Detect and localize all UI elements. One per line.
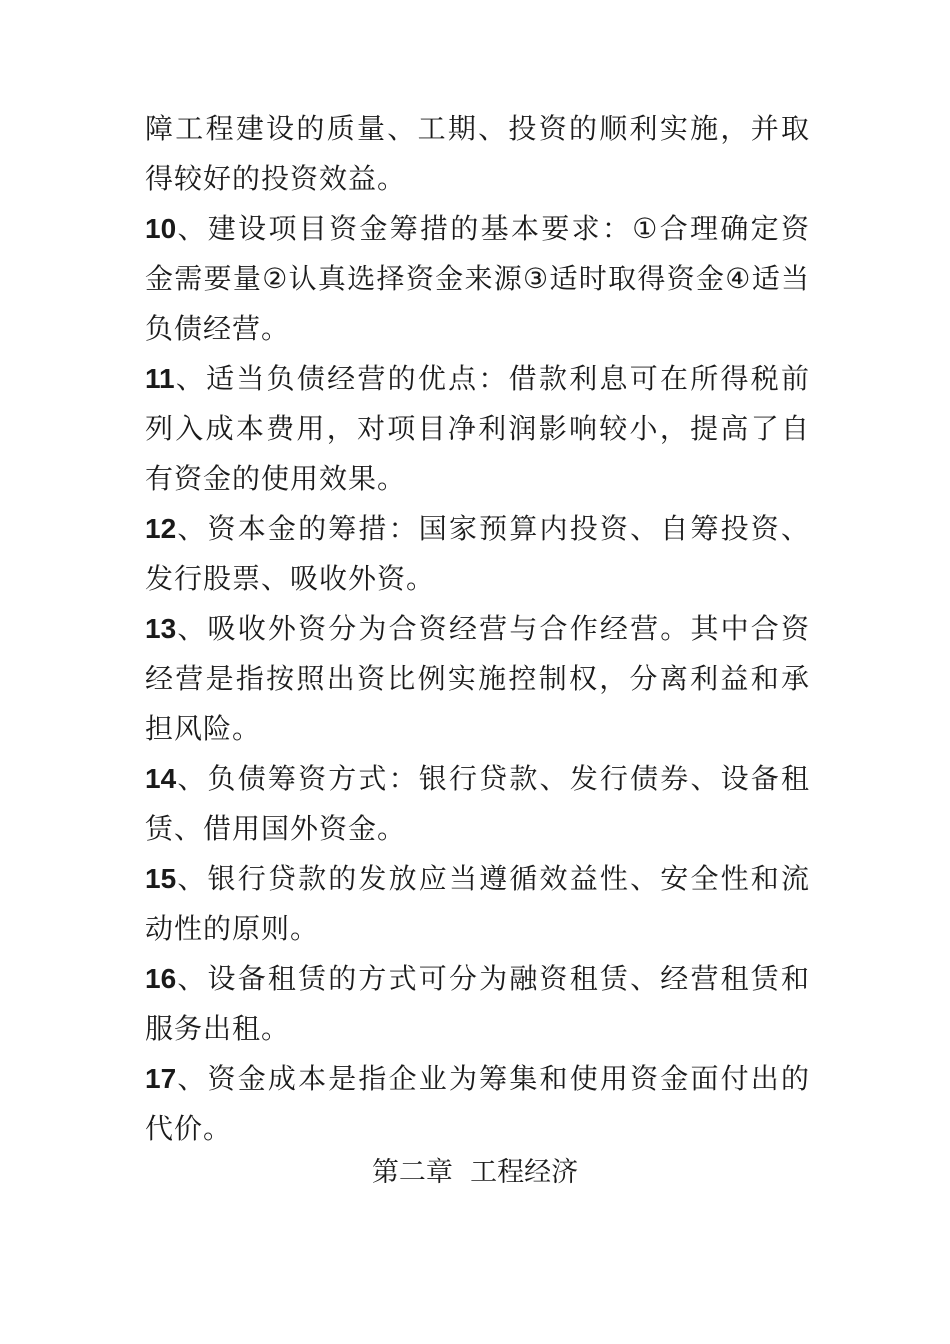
- item-number: 12: [145, 513, 177, 544]
- item-number: 17: [145, 1063, 177, 1094]
- item-text: 障工程建设的质量、工期、投资的顺利实施，并取得较好的投资效益。: [145, 112, 810, 195]
- list-item-14: [145, 754, 810, 854]
- list-item-11: [145, 354, 810, 504]
- item-text: 、吸收外资分为合资经营与合作经营。其中合资经营是指按照出资比例实施控制权，分离利益和承担风险。: [145, 612, 810, 745]
- item-text: 、适当负债经营的优点：借款利息可在所得税前列入成本费用，对项目净利润影响较小，提高了自有资金的使用效果。: [145, 362, 810, 495]
- list-item-13: [145, 604, 810, 754]
- item-number: 13: [145, 613, 177, 644]
- item-text: 、设备租赁的方式可分为融资租赁、经营租赁和服务出租。: [145, 962, 810, 1045]
- list-item-16: [145, 954, 810, 1054]
- item-number: 14: [145, 763, 177, 794]
- list-item-10: [145, 204, 810, 354]
- item-number: 10: [145, 213, 177, 244]
- item-text: 、建设项目资金筹措的基本要求：①合理确定资金需要量②认真选择资金来源③适时取得资金④适当负债经营。: [145, 212, 810, 345]
- item-number: 15: [145, 863, 177, 894]
- paragraph-continuation: [145, 104, 810, 204]
- item-text: 、资本金的筹措：国家预算内投资、自筹投资、发行股票、吸收外资。: [145, 512, 810, 595]
- item-text: 、资金成本是指企业为筹集和使用资金面付出的代价。: [145, 1062, 810, 1145]
- document-body: [145, 104, 810, 1154]
- chapter-heading: 第二章 工程经济: [371, 1157, 579, 1188]
- list-item-15: [145, 854, 810, 954]
- item-text: 、银行贷款的发放应当遵循效益性、安全性和流动性的原则。: [145, 862, 810, 945]
- item-text: 、负债筹资方式：银行贷款、发行债券、设备租赁、借用国外资金。: [145, 762, 810, 845]
- item-number: 11: [145, 363, 175, 394]
- item-number: 16: [145, 963, 177, 994]
- list-item-12: [145, 504, 810, 604]
- list-item-17: [145, 1054, 810, 1154]
